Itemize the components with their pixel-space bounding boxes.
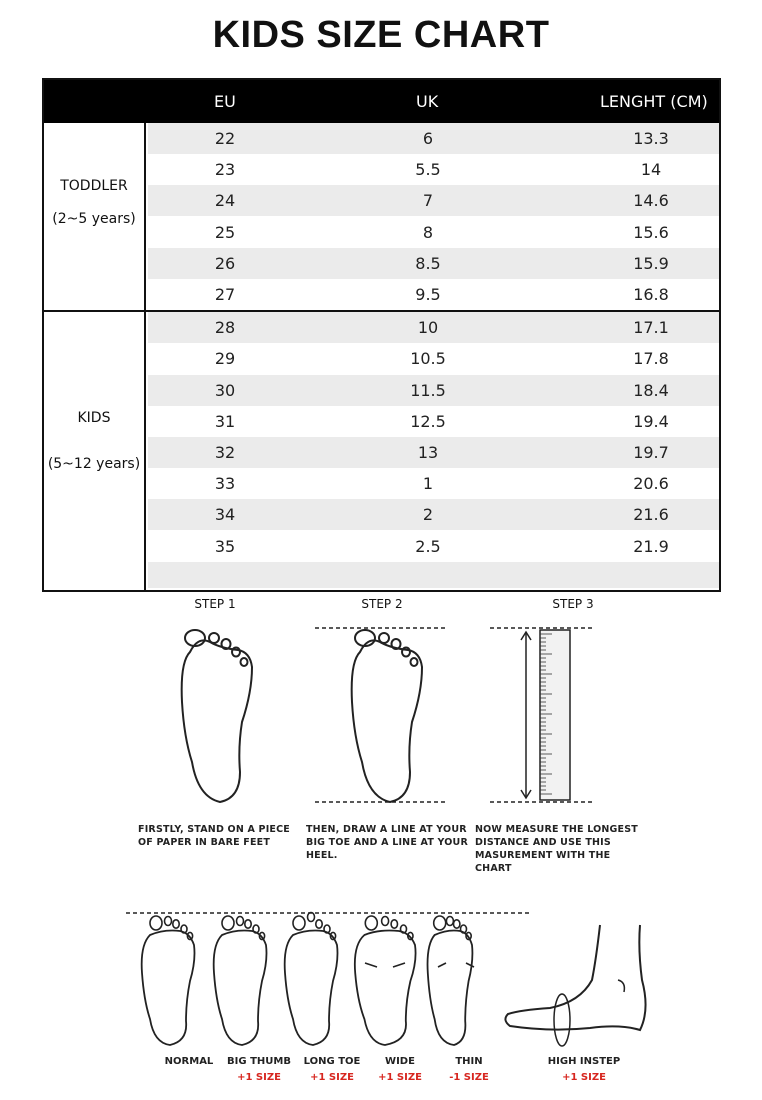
cell-length: 14 [640, 160, 662, 180]
foot-type-name: LONG TOE [303, 1056, 361, 1067]
size-chart-table [42, 78, 721, 592]
column-header-length: LENGHT (CM) [600, 92, 708, 111]
table-row [148, 406, 719, 437]
group-kids [44, 312, 146, 590]
foot-type-name: NORMAL [164, 1056, 214, 1067]
cell-length: 18.4 [633, 380, 669, 400]
foot-type-wide [360, 1054, 440, 1086]
foot-type-thin [429, 1054, 509, 1086]
cell-eu: 35 [214, 536, 236, 556]
foot-type-outline-icon [214, 916, 267, 1045]
table-row [148, 279, 719, 310]
cell-uk: 6 [422, 129, 434, 148]
cell-uk: 9.5 [415, 285, 441, 304]
foot-type-outline-icon [142, 916, 195, 1045]
cell-eu: 30 [214, 380, 236, 400]
cell-eu: 34 [214, 505, 236, 525]
table-header [44, 80, 719, 123]
group-range: (5~12 years) [47, 456, 141, 472]
cell-length: 17.1 [633, 318, 669, 338]
step-2-label: STEP 2 [361, 597, 403, 611]
cell-length: 16.8 [633, 285, 669, 304]
table-row [148, 468, 719, 499]
foot-type-name: WIDE [385, 1056, 415, 1067]
group-name: TODDLER [60, 178, 128, 194]
column-header-eu: EU [214, 92, 236, 111]
group-name: KIDS [77, 410, 111, 426]
foot-type-high-instep [534, 1054, 634, 1086]
size-adjust-label: +1 SIZE [562, 1072, 606, 1083]
cell-length: 15.6 [633, 222, 669, 242]
table-row [148, 248, 719, 279]
column-header-uk: UK [416, 92, 439, 111]
cell-uk: 8 [422, 222, 434, 242]
table-row [148, 499, 719, 530]
cell-length: 14.6 [633, 191, 669, 211]
cell-length: 21.9 [633, 536, 669, 556]
page-title: KIDS SIZE CHART [212, 14, 550, 56]
cell-length: 19.4 [633, 411, 669, 431]
foot-type-outline-icon [428, 916, 474, 1045]
table-row [148, 312, 719, 343]
step-1-caption: FIRSTLY, STAND ON A PIECE OF PAPER IN BARE FEET [138, 824, 290, 848]
foot-type-outline-icon [285, 913, 338, 1046]
cell-length: 13.3 [633, 129, 669, 148]
group-toddler [44, 123, 146, 310]
cell-uk: 2.5 [415, 536, 441, 556]
cell-length: 15.9 [633, 253, 669, 273]
ruler-measure-icon [490, 622, 600, 812]
step-1-label: STEP 1 [194, 597, 236, 611]
cell-uk: 10 [417, 318, 439, 338]
cell-eu: 24 [214, 191, 236, 211]
foot-type-outline-icon [355, 916, 416, 1045]
cell-eu: 26 [214, 253, 236, 273]
foot-type-normal [149, 1054, 229, 1070]
table-row [148, 123, 719, 154]
table-row [148, 185, 719, 216]
cell-uk: 1 [422, 474, 434, 494]
step-3-label: STEP 3 [552, 597, 594, 611]
size-adjust-label: -1 SIZE [449, 1072, 489, 1083]
high-instep-foot-icon [500, 920, 660, 1050]
table-row [148, 375, 719, 406]
cell-eu: 22 [214, 129, 236, 148]
cell-eu: 25 [214, 222, 236, 242]
foot-types-illustration [126, 905, 546, 1045]
cell-uk: 5.5 [415, 160, 441, 180]
table-row [148, 531, 719, 562]
foot-type-big-thumb [219, 1054, 299, 1086]
cell-uk: 13 [417, 443, 439, 462]
cell-eu: 27 [214, 285, 236, 304]
cell-uk: 12.5 [410, 411, 446, 431]
cell-uk: 2 [422, 505, 434, 525]
cell-eu: 23 [214, 160, 236, 180]
table-row [148, 154, 719, 185]
cell-length: 20.6 [633, 474, 669, 494]
cell-eu: 29 [214, 349, 236, 369]
size-adjust-label: +1 SIZE [237, 1072, 281, 1083]
table-row [148, 343, 719, 374]
size-adjust-label: +1 SIZE [310, 1072, 354, 1083]
foot-with-lines-icon [315, 622, 455, 812]
cell-eu: 31 [214, 411, 236, 431]
foot-type-name: HIGH INSTEP [547, 1056, 621, 1067]
cell-uk: 10.5 [410, 349, 446, 369]
size-adjust-label: +1 SIZE [378, 1072, 422, 1083]
table-row [148, 437, 719, 468]
cell-eu: 28 [214, 318, 236, 338]
step-3-caption: NOW MEASURE THE LONGEST DISTANCE AND USE THIS MASUREMENT WITH THE CHART [475, 824, 638, 874]
foot-type-name: THIN [455, 1056, 483, 1067]
group-range: (2~5 years) [52, 211, 136, 227]
cell-length: 19.7 [633, 443, 669, 462]
foot-outline-icon [170, 622, 270, 812]
table-row [148, 217, 719, 248]
cell-uk: 7 [422, 191, 434, 211]
cell-eu: 33 [214, 474, 236, 494]
cell-length: 17.8 [633, 349, 669, 369]
cell-uk: 8.5 [415, 253, 441, 273]
cell-eu: 32 [214, 443, 236, 462]
cell-length: 21.6 [633, 505, 669, 525]
cell-uk: 11.5 [410, 380, 446, 400]
step-2-caption: THEN, DRAW A LINE AT YOUR BIG TOE AND A LINE AT YOUR HEEL. [306, 824, 468, 861]
table-row-empty [148, 562, 719, 588]
foot-type-name: BIG THUMB [227, 1056, 291, 1067]
